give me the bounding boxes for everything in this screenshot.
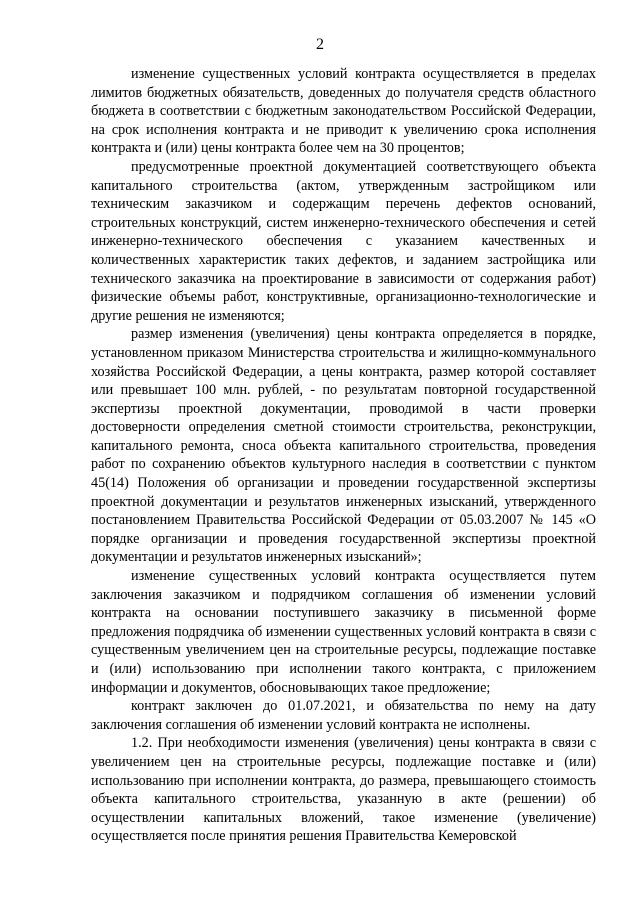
paragraph-price-increase-size: размер изменения (увеличения) цены контракта определяется в порядке, установленном приказом Министерства строительства и жилищно-коммунального хозяйства Российской Федерации, а цены контракта, размер которой составляет или превышает 100 млн. рублей, - по результатам повторной государственной экспертизы проектной документации, проводимой в части проверки достоверности определения сметной стоимости строительства, реконструкции, капитального ремонта, сноса объекта капитального строительства, проведения работ по сохранению объектов культурного наследия в соответствии с пунктом 45(14) Положения об организации и проведении государственной экспертизы проектной документации и результатов инженерных изысканий, утвержденного постановлением Правительства Российской Федерации от 05.03.2007 № 145 «О порядке организации и проведения государственной экспертизы проектной документации и результатов инженерных изысканий»;	[91, 326, 596, 566]
page-number: 2	[316, 36, 324, 53]
paragraph-contract-change-limits: изменение существенных условий контракта осуществляется в пределах лимитов бюджетных обязательств, доведенных до получателя средств областного бюджета в соответствии с бюджетным законодательством Российской Федерации, на срок исполнения контракта и не приводит к увеличению срока исполнения контракта и (или) цены контракта более чем на 30 процентов;	[91, 66, 596, 157]
document-body	[91, 65, 596, 846]
paragraph-design-volumes-unchanged: предусмотренные проектной документацией соответствующего объекта капитального строительства (актом, утвержденным застройщиком или техническим заказчиком и содержащим перечень дефектов оснований, строительных конструкций, систем инженерно-технического обеспечения и сетей инженерно-технического обеспечения с указанием качественных и количественных характеристик таких дефектов, и заданием застройщика или технического заказчика на проектирование в зависимости от содержания работ) физические объемы работ, конструктивные, организационно-технологические и другие решения не изменяются;	[91, 158, 596, 324]
paragraph-agreement-procedure: изменение существенных условий контракта осуществляется путем заключения заказчиком и подрядчиком соглашения об изменении условий контракта на основании поступившего заказчику в письменной форме предложения подрядчика об изменении существенных условий контракта в связи с существенным увеличением цен на строительные ресурсы, подлежащие поставке и (или) использованию при исполнении такого контракта, с приложением информации и документов, обосновывающих такое предложение;	[91, 568, 596, 696]
paragraph-section-1-2: 1.2. При необходимости изменения (увеличения) цены контракта в связи с увеличением цен на строительные ресурсы, подлежащие поставке и (или) использованию при исполнении контракта, до размера, превышающего стоимость объекта капитального строительства, указанную в акте (решении) об осуществлении капитальных вложений, такое изменение (увеличение) осуществляется после принятия решения Правительства Кемеровской	[91, 735, 596, 845]
paragraph-contract-date: контракт заключен до 01.07.2021, и обязательства по нему на дату заключения соглашения об изменении условий контракта не исполнены.	[91, 698, 596, 733]
